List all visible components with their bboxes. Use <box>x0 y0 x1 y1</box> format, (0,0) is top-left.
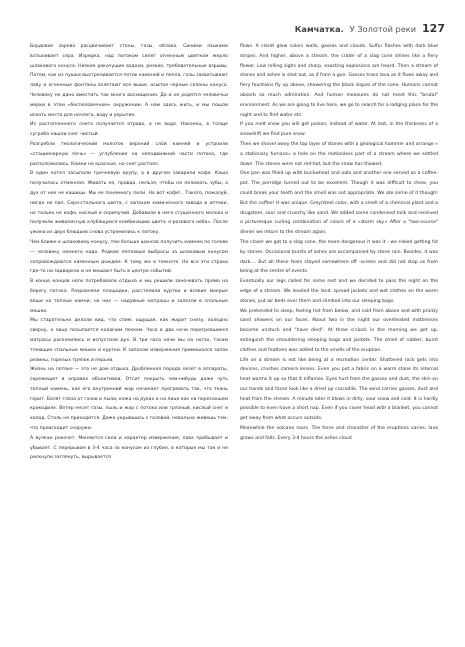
paragraph: The closer we got to a slag cone, the more dangerous it was it - we risked getting hit by stones. Occasional bursts of ashes are accompanied by stone rain. Besides, it was dark.... But all these fears stayed somewhere off -screen and did not stop us from being at the centre of events. <box>240 239 438 275</box>
paragraph: Мы старательно делали вид, что спим, ощущая, как жарит снизу, холодно сверху, а лицо посыпается колючим песком. Часа в два ночи перегревшиеся матрасы расклеились и испустили дух. В три часа ночи мы на ногах, тасим тлеющие спальные мешки и куртки. К запахам извержения примешался запах резины, горелых тряпок и перьев. <box>30 318 228 363</box>
paragraph: Life on a stream is not like being at a recreation center. Shattered rock gets into devices, crushes camera lenses. Even you put a fabric on a warm stone its internal heat warms it up so that it inflames. Eyes hurt from the gasses and dust, the skin on our hands and faces look like a dried up crocodile. The wind carries gasses, dust and heat from the stream. A minute later it blows in dirty, sour snow and cold. It is hardly possible to even have a short nap. Even if you cover head with a blanket, you cannot get away from what occurs outside. <box>240 357 438 422</box>
russian-text-column <box>30 42 228 463</box>
english-text-column <box>240 42 438 444</box>
paragraph: One pan was filled up with buckwheat and oats and another one served as a coffee-pot. The porridge turned out to be excellent. Though it was difficult to chew, you could break your teeth and the smell was not appropriate. We ate some of it though! But the coffee! It was unique. Grey/steel color, with a smell of a chemical plant and a drugstore, sour and crunchy like sand. We added some condensed milk and received a picturesque curling combination of colors of a «storm sky.» After a "two-course" dinner we return to the stream again. <box>240 171 438 236</box>
paragraph: Разгребли теологический молоток верхний слой камней и устроили «стационарную печь» — углубление на неподвижной части потока, где расположились. Камни не красные, но снег растаял. <box>30 141 228 167</box>
paragraph: В один котел засыпали гречневую крупу, а в другом заварили кофе. Каша получилась отменная. Живать ее, правда, нельзя, чтобы не поломать зубы, а дух от нее не кашицы. Мы ее понемногу пили. Но вот кофе!.. Такого, пожалуй, нигде не пил. Серо-стального цвета, с запахом химического завода и аптеки, но только не кофе, кислый и скрипучий. Добавили в него сгущенного молока и получили живописную клубящуюся комбинацию цвета «грозового неба». После ужина из двух блюдьев снова устремились к потоку. <box>30 171 228 236</box>
chapter-subtitle: У Золотой реки <box>349 24 417 34</box>
paragraph: В конце концов ноги потребовали отдыха и мы решили заночевать прямо на берегу потока. Разровняли площадки, расстелили куртки и всякие мокрые вещи на теплые камни, на них — надувные матрацы и залезли в спальные мешки. <box>30 279 228 314</box>
paragraph: Из растопленного снега получается отрава, а не вода. Наконец, в толще сугроба нашли снег чистый. <box>30 122 228 138</box>
page-number: 127 <box>422 22 445 35</box>
paragraph: Чем ближе к шлаковому конусу, тем больше шансов получить камнем по голове — человеку немного надо. Редкие пепловые выбросы за шлаковым конусом сопровождаются каменным дождем. К тому же в темноте. Но все эти страхи где-то на задворках и не мешают быть в центре событий. <box>30 239 228 275</box>
chapter-title: Камчатка. <box>294 24 344 34</box>
paragraph: Eventually our legs called for some rest and we decided to pass the night on the edge of a stream. We leveled the land, spread jackets and wet clothes on the warm stones, put air beds over them and climbed into our sleeping bags. <box>240 279 438 304</box>
paragraph: Бордовое зарево расцвечивает стены, газы, облака. Синими языками вспыхивает сера. Изредка, над потоком силят огненным цветком жерло шлакового конуса. Низкие рокочущие вздохи, резкие, требовательные взрывы. Потом, как из пушки выстреливается поток каменей и пепла, газы захватывают лаву и огненные фонтаны взлетают все выше, осыпая черные склоны конуса. Человеку не дано вместить так много восхищения. Да и не родятся человечьи мерки в этом «беспеловечном» окружении. А нам здесь жить, и мы пошли искать место для ночлега, воду и укрытие. <box>30 44 228 118</box>
paragraph: We pretended to sleep, feeling hot from below, and cold from above and with prickly sand showers on our faces. About two in the night our overheated mattresses become unstuck and "have died". At three o'clock in the morning we get up, extinguish the smouldering sleeping bags and jackets. The smell of rubber, burnt clothes and feathers was added to the smells of the eruption. <box>240 308 438 353</box>
paragraph: If you melt snow you will get poison, instead of water. At last, in the thickness of a snowdrift we find pure snow. <box>240 122 438 138</box>
paragraph: Meanwhile the volcano roars. The force and character of the eruptions varies, lava grows and falls. Every 3-4 hours the ashes cloud <box>240 426 438 441</box>
paragraph: А вулкан рокочет. Меняются сила и характер извержения, лава прибывает и убывает. С перерывом в 3-4 часа за конусом из глубин, в которые мы так и не рискнули заглянуть, вырывается <box>30 435 228 461</box>
running-header <box>295 22 445 35</box>
paragraph: Then we shovel away the top layer of stones with a geological hammer and arrange « a stationary furnace» a hole on the motionless part of a stream where we settled down. The stones were not red-hot, but the snow has thawed. <box>240 141 438 167</box>
paragraph: flows. A claret glow colors walls, gasses and clouds. Sulfur flashes with dark blue stripes. And higher, above a stream, the crater of a slag cone shines like a fiery flower. Low rolling sighs and sharp, exacting explosions are heard. Then a stream of stones and ashes is shot out, as if from a gun. Gasses trace lava as it flows away and fiery fountains fly up above, showering the black slopes of the cone. Humans cannot absorb so much admiration. And human measures do not meet this "brutal" environment. As we are going to live here, we go to search for a lodging place for the night and to find water etc. <box>240 44 438 118</box>
paragraph: Жизнь на потоке — это не дом отдыха. Дробленная порода лезет в аппараты, скрежещет в оправах объективов. Отсит покрыть чем-нибудь даже чуть теплый камень, как его внутренний жар начинает прогревать так, что ткань горит. Болят глаза от газов и пыли, кожа на руках и на лице как на пересохшем крокодиле. Ветер несет газы, пыль и жар с потока или грязный, кислый снег и холод. Сталь не приходится. Даже укрывшись с головой, невольно живешь тем, что происходит снаружи. <box>30 367 228 432</box>
